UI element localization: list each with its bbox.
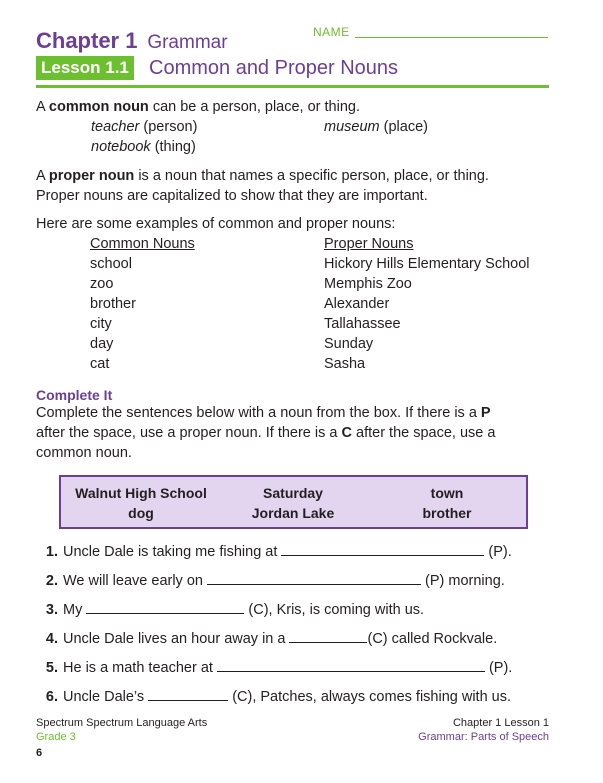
sentence-number: 2. [45, 573, 58, 589]
table-cell-proper: Sasha [324, 356, 366, 372]
sentence-5: He is a math teacher at (P). [63, 660, 513, 676]
complete-it-heading: Complete It [36, 387, 113, 403]
word-bank-item: dog [128, 505, 154, 521]
footer-chapter-lesson: Chapter 1 Lesson 1 [452, 717, 549, 729]
sentence-6: Uncle Dale’s (C), Patches, always comes fishing with us. [63, 689, 512, 705]
footer-grade: Grade 3 [36, 731, 76, 743]
answer-blank[interactable] [86, 601, 244, 614]
examples-intro: Here are some examples of common and proper nouns: [36, 216, 396, 232]
table-cell-proper: Alexander [324, 296, 390, 312]
instructions-line-3: common noun. [36, 445, 132, 461]
word-bank-item: Saturday [263, 485, 323, 501]
sentence-1: Uncle Dale is taking me fishing at (P). [63, 544, 512, 560]
page-number: 6 [36, 747, 43, 759]
word-bank-item: Walnut High School [75, 485, 207, 501]
common-noun-term: common noun [48, 99, 149, 115]
sentence-2: We will leave early on (P) morning. [63, 573, 505, 589]
word-bank-item: town [430, 485, 464, 501]
sentence-number: 5. [45, 660, 58, 676]
answer-blank[interactable] [148, 688, 228, 701]
example-notebook: notebook (thing) [91, 139, 196, 155]
name-write-line[interactable] [355, 37, 548, 38]
common-nouns-header: Common Nouns [90, 236, 195, 252]
word-bank-item: brother [422, 505, 472, 521]
table-cell-common: day [90, 336, 114, 352]
header-divider [36, 85, 549, 88]
instructions-line-1: Complete the sentences below with a noun from the box. If there is a P [36, 405, 491, 421]
lesson-badge: Lesson 1.1 [36, 56, 134, 80]
table-cell-proper: Tallahassee [324, 316, 401, 332]
example-museum: museum (place) [324, 119, 428, 135]
sentence-4: Uncle Dale lives an hour away in a (C) called Rockvale. [63, 631, 498, 647]
table-cell-common: cat [90, 356, 110, 372]
sentence-number: 4. [45, 631, 58, 647]
sentence-number: 3. [45, 602, 58, 618]
word-bank-box [59, 475, 528, 529]
table-cell-common: brother [90, 296, 136, 312]
footer-book-title: Spectrum Spectrum Language Arts [36, 717, 208, 729]
table-cell-proper: Sunday [324, 336, 374, 352]
instructions-line-2: after the space, use a proper noun. If there is a C after the space, use a [36, 425, 496, 441]
proper-nouns-header: Proper Nouns [324, 236, 414, 252]
subject-label: Grammar [147, 32, 228, 53]
table-cell-common: city [90, 316, 112, 332]
table-cell-proper: Hickory Hills Elementary School [324, 256, 530, 272]
table-cell-common: zoo [90, 276, 114, 292]
sentence-number: 6. [45, 689, 58, 705]
proper-noun-term: proper noun [48, 168, 135, 184]
common-noun-definition: A common noun can be a person, place, or thing. [36, 99, 360, 115]
chapter-label: Chapter 1 [36, 28, 138, 53]
footer-topic: Grammar: Parts of Speech [418, 731, 549, 743]
chapter-title [36, 28, 228, 54]
table-cell-proper: Memphis Zoo [324, 276, 412, 292]
sentence-3: My (C), Kris, is coming with us. [63, 602, 425, 618]
word-bank-item: Jordan Lake [251, 505, 335, 521]
answer-blank[interactable] [217, 659, 485, 672]
lesson-title: Common and Proper Nouns [149, 57, 399, 79]
example-teacher: teacher (person) [91, 119, 198, 135]
answer-blank[interactable] [289, 630, 367, 643]
answer-blank[interactable] [207, 572, 421, 585]
proper-noun-explanation: Proper nouns are capitalized to show that they are important. [36, 188, 428, 204]
name-label: NAME [313, 25, 350, 39]
table-cell-common: school [90, 256, 132, 272]
sentence-number: 1. [45, 544, 58, 560]
answer-blank[interactable] [281, 543, 484, 556]
proper-noun-definition: A proper noun is a noun that names a specific person, place, or thing. [36, 168, 489, 184]
